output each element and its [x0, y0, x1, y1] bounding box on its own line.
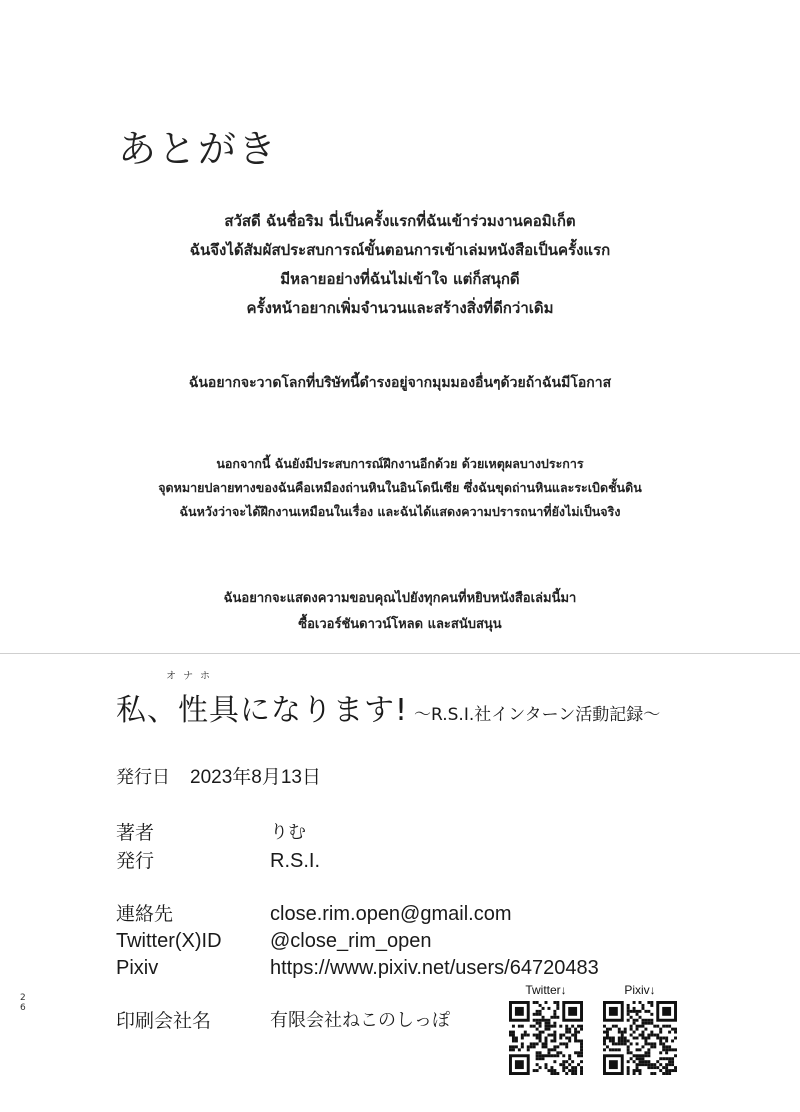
afterword-paragraph-4 [60, 586, 740, 638]
title-ruby: オナホ [166, 671, 217, 682]
book-title [116, 685, 660, 729]
publisher-value: R.S.I. [270, 850, 321, 872]
section-divider [0, 653, 800, 654]
publication-date-label: 発行日 [116, 767, 170, 788]
afterword-paragraph-1 [60, 207, 740, 323]
afterword-paragraph-2 [60, 372, 740, 394]
text-line: ฉันอยากจะวาดโลกที่บริษัทนี้ดำรงอยู่จากมุมมองอื่นๆด้วยถ้าฉันมีโอกาส [188, 375, 612, 391]
afterword-paragraph-3 [60, 452, 740, 524]
contact-label: 連絡先 [116, 903, 174, 925]
book-title-main: 私、性具になります! [116, 693, 409, 728]
contact-email[interactable]: close.rim.open@gmail.com [270, 903, 512, 925]
text-line: นอกจากนี้ ฉันยังมีประสบการณ์ฝึกงานอีกด้วย ด้วยเหตุผลบางประการ [216, 456, 584, 471]
pixiv-url[interactable]: https://www.pixiv.net/users/64720483 [270, 957, 599, 979]
twitter-label: Twitter(X)ID [116, 930, 222, 952]
page-number [20, 993, 26, 1013]
publication-date-value: 2023年8月13日 [190, 767, 321, 788]
page-number-digit: 2 [20, 993, 26, 1003]
text-line: ฉันจึงได้สัมผัสประสบการณ์ขั้นตอนการเข้าเล่มหนังสือเป็นครั้งแรก [189, 241, 611, 259]
twitter-qr-block [509, 983, 583, 1075]
text-line: ซื้อเวอร์ชันดาวน์โหลด และสนับสนุน [298, 617, 502, 632]
text-line: มีหลายอย่างที่ฉันไม่เข้าใจ แต่ก็สนุกดี [280, 270, 520, 288]
publication-date [116, 762, 321, 789]
printer-value: 有限会社ねこのしっぽ [270, 1010, 450, 1031]
afterword-heading: あとがき [118, 127, 279, 171]
text-line: ครั้งหน้าอยากเพิ่มจำนวนและสร้างสิ่งที่ดีกว่าเดิม [246, 299, 554, 317]
pixiv-qr-label: Pixiv↓ [624, 983, 656, 997]
text-line: ฉันหวังว่าจะได้ฝึกงานเหมือนในเรื่อง และฉันได้แสดงความปรารถนาที่ยังไม่เป็นจริง [179, 504, 621, 519]
publisher-label: 発行 [116, 850, 155, 872]
twitter-qr-label: Twitter↓ [525, 983, 567, 997]
book-subtitle: 〜R.S.I.社インターン活動記録〜 [414, 705, 661, 725]
author-label: 著者 [116, 822, 155, 844]
text-line: ฉันอยากจะแสดงความขอบคุณไปยังทุกคนที่หยิบหนังสือเล่มนี้มา [223, 591, 577, 606]
pixiv-qr-block [603, 983, 677, 1075]
text-line: จุดหมายปลายทางของฉันคือเหมืองถ่านหินในอินโดนีเซีย ซึ่งฉันขุดถ่านหินและระเบิดชั้นดิน [158, 480, 642, 495]
printer-label: 印刷会社名 [116, 1010, 212, 1032]
twitter-id[interactable]: @close_rim_open [270, 930, 432, 952]
page-number-digit: 6 [20, 1003, 26, 1013]
pixiv-qr-code-icon[interactable] [603, 1001, 677, 1075]
twitter-qr-code-icon[interactable] [509, 1001, 583, 1075]
text-line: สวัสดี ฉันชื่อริม นี่เป็นครั้งแรกที่ฉันเข้าร่วมงานคอมิเก็ต [224, 212, 576, 230]
pixiv-label: Pixiv [116, 957, 159, 979]
author-value: りむ [270, 822, 306, 843]
